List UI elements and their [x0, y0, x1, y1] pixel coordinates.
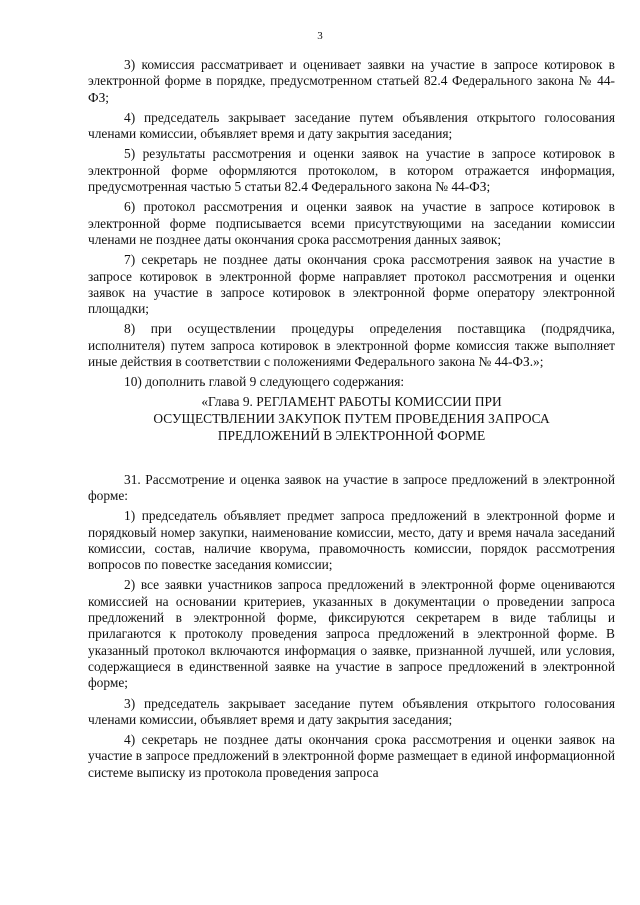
paragraph-item-5: 5) результаты рассмотрения и оценки заявок на участие в запросе котировок в электронной форме оформляются протоколом, в котором отражается информация, предусмотренная частью 5 статьи 82.4 Федерального закона № 44-ФЗ; — [88, 146, 615, 195]
document-body — [88, 57, 615, 781]
chapter-heading-line: ПРЕДЛОЖЕНИЙ В ЭЛЕКТРОННОЙ ФОРМЕ — [217, 427, 486, 443]
chapter-heading-line: «Глава 9. РЕГЛАМЕНТ РАБОТЫ КОМИССИИ ПРИ — [201, 393, 502, 409]
paragraph-section-31: 31. Рассмотрение и оценка заявок на участие в запросе предложений в электронной форме: — [88, 471, 615, 503]
chapter-heading — [88, 393, 615, 444]
paragraph-item-6: 6) протокол рассмотрения и оценки заявок на участие в запросе котировок в электронной форме подписывается всеми присутствующими на заседании комиссии членами не позднее даты окончания срока рассмотрения данных заявок; — [88, 199, 615, 247]
page-number: 3 — [317, 30, 323, 42]
paragraph-item-4: 4) председатель закрывает заседание путем объявления открытого голосования членами комиссии, объявляет время и дату закрытия заседания; — [88, 109, 615, 142]
paragraph-subitem-1: 1) председатель объявляет предмет запроса предложений в электронной форме и порядковый номер закупки, наименование комиссии, место, дату и время начала заседаний комиссии, состав, наличие кворума, правомочность комиссии, порядок рассмотрения вопросов по повестке заседания комиссии; — [88, 508, 615, 573]
chapter-heading-line: ОСУЩЕСТВЛЕНИИ ЗАКУПОК ПУТЕМ ПРОВЕДЕНИЯ ЗАПРОСА — [153, 410, 550, 426]
paragraph-subitem-2: 2) все заявки участников запроса предложений в электронной форме оцениваются комиссией на основании критериев, указанных в документации о проведении запроса предложений в электронной форме, фиксируются секретарем в виде таблицы и прилагаются к протоколу проведения запроса предложений в электронной форме. В указанный протокол включаются информация о заявке, признанной лучшей, или условия, содержащиеся в единственной заявке на участие в запросе предложений в электронной форме; — [88, 577, 615, 691]
paragraph-subitem-3: 3) председатель закрывает заседание путем объявления открытого голосования членами комиссии, объявляет время и дату закрытия заседания; — [88, 695, 615, 727]
paragraph-subitem-4: 4) секретарь не позднее даты окончания срока рассмотрения и оценки заявок на участие в запросе предложений в электронной форме размещает в единой информационной системе выписку из протокола проведения запроса — [88, 732, 615, 780]
paragraph-item-8: 8) при осуществлении процедуры определения поставщика (подрядчика, исполнителя) путем запроса котировок в электронной форме комиссия также выполняет иные действия в соответствии с положениями Федерального закона № 44-ФЗ.»; — [88, 321, 615, 370]
paragraph-item-7: 7) секретарь не позднее даты окончания срока рассмотрения заявок на участие в запросе котировок в электронной форме направляет протокол рассмотрения и оценки заявок на участие в запросе котировок в электронной форме оператору электронной площадки; — [88, 252, 615, 317]
paragraph-item-10: 10) дополнить главой 9 следующего содержания: — [124, 374, 405, 390]
paragraph-item-3: 3) комиссия рассматривает и оценивает заявки на участие в запросе котировок в электронной форме в порядке, предусмотренном статьей 82.4 Федерального закона № 44-ФЗ; — [88, 57, 615, 105]
